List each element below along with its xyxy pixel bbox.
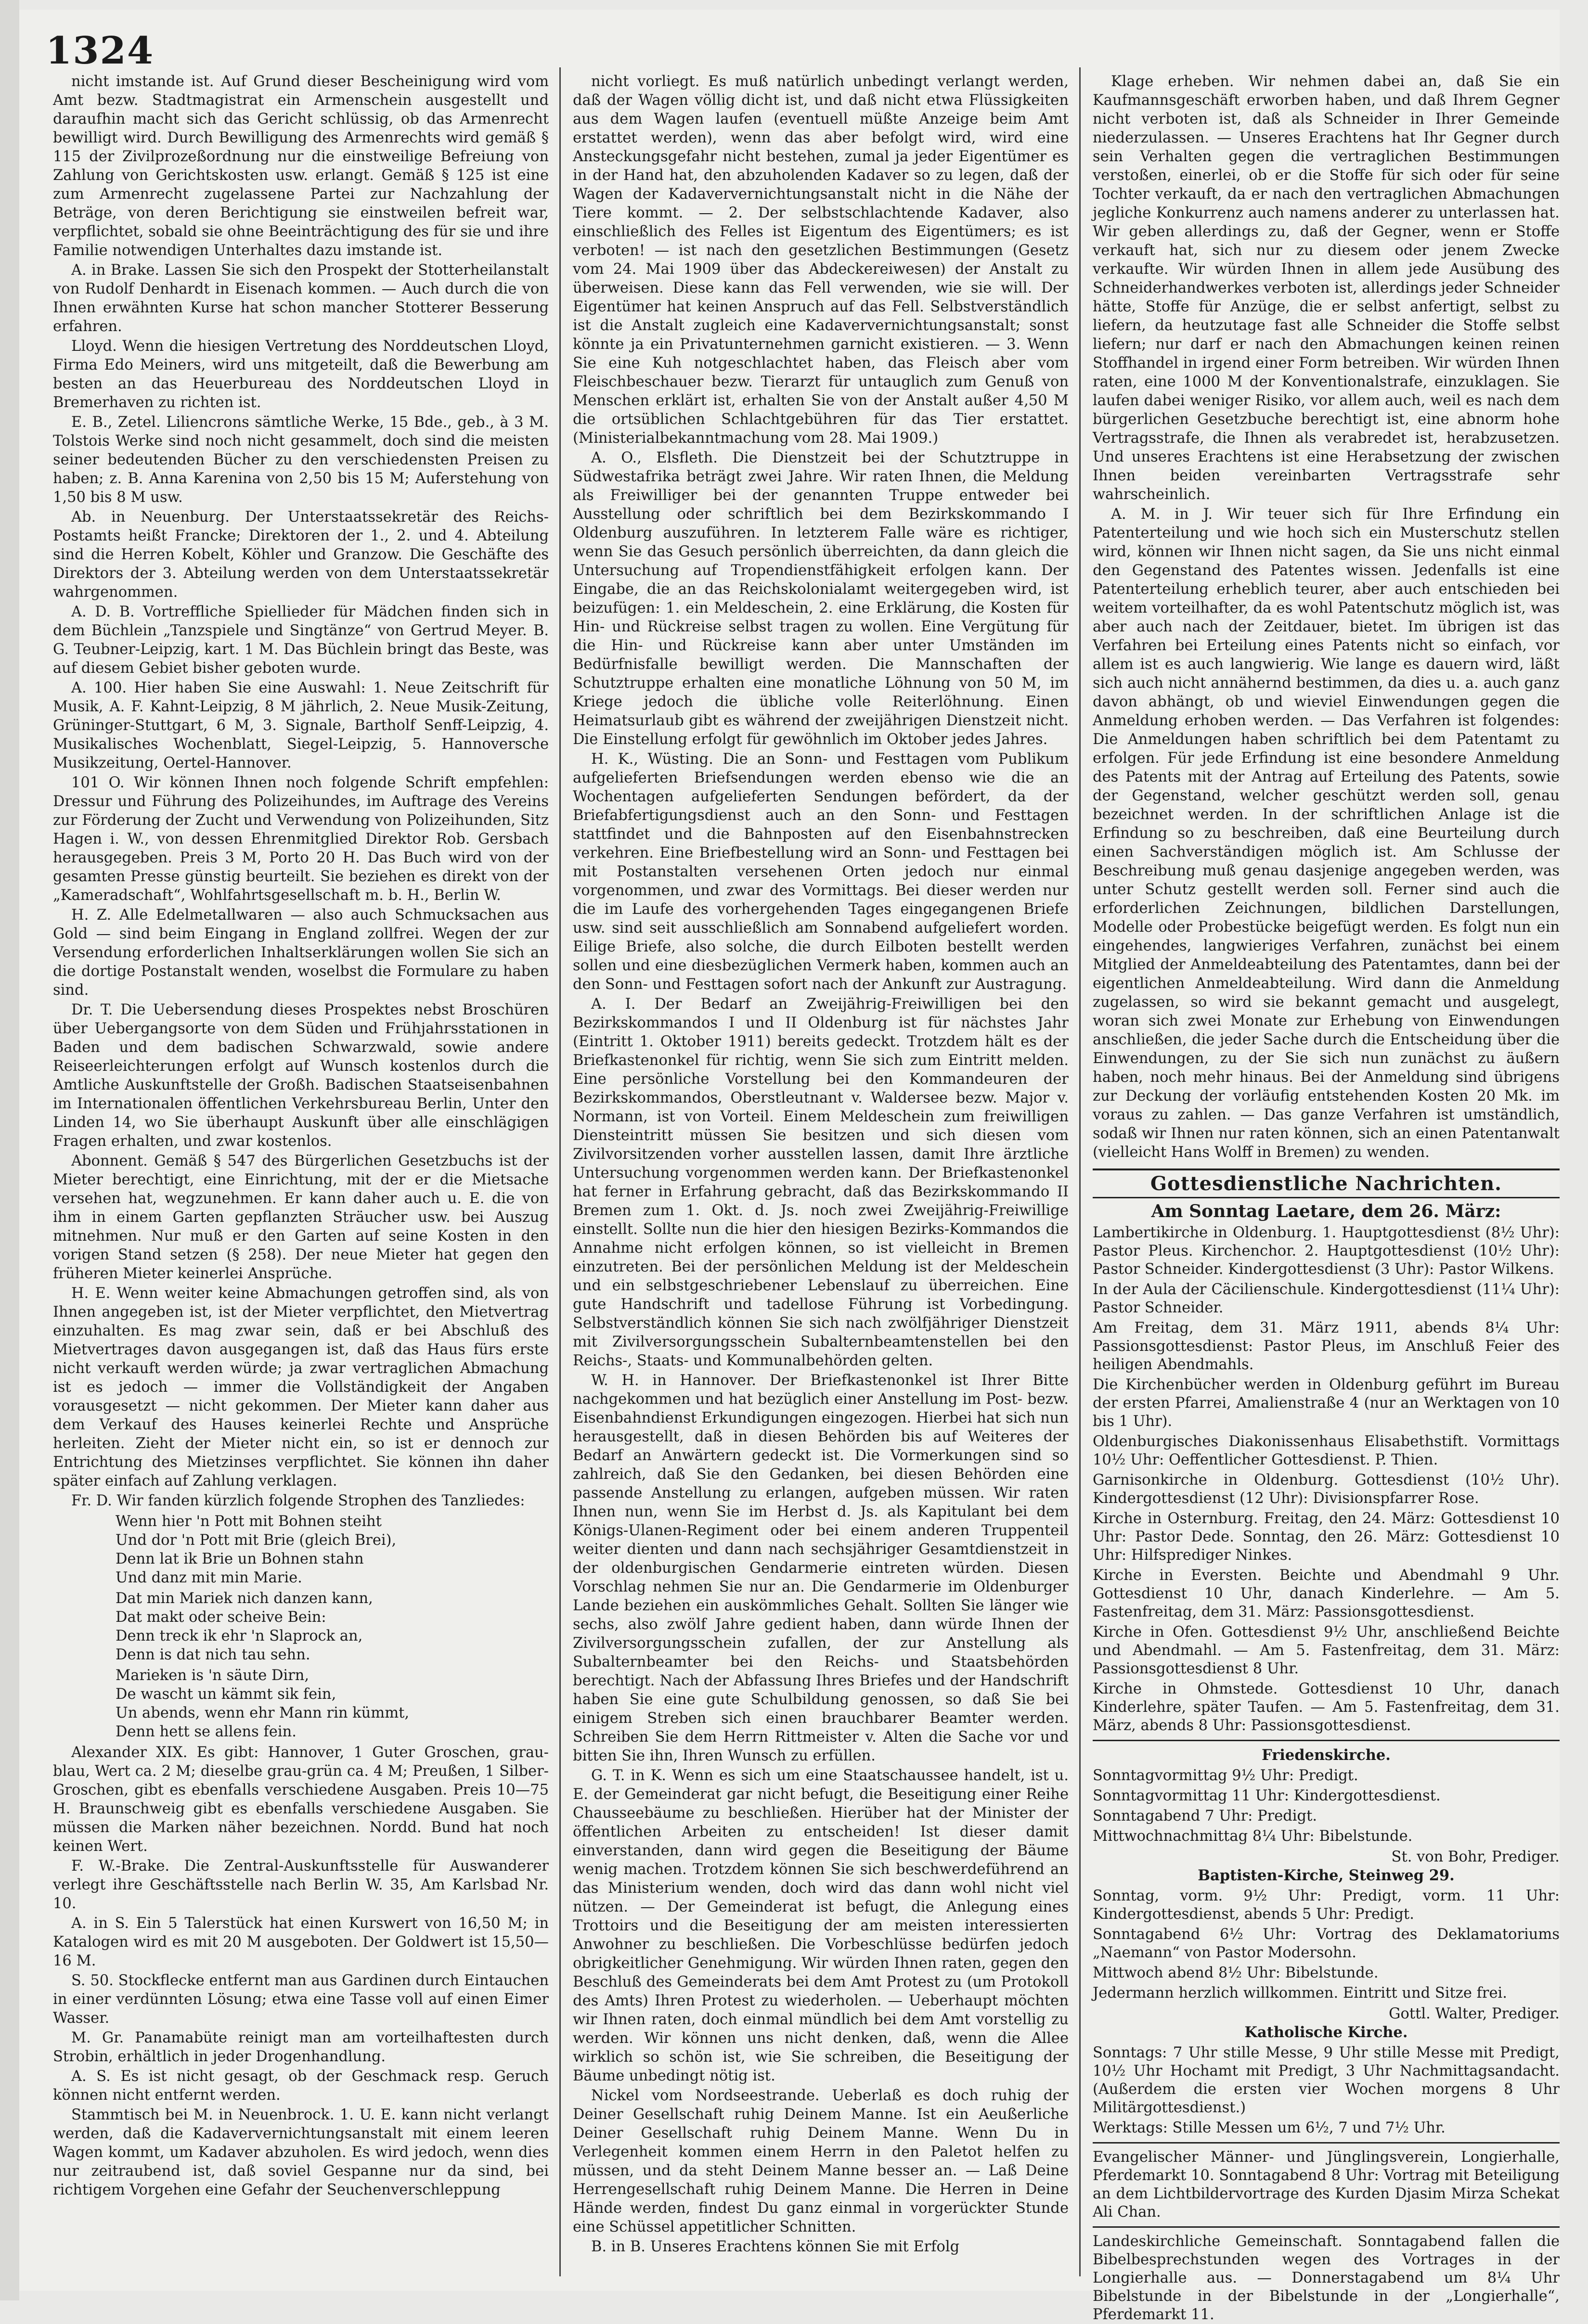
church-entry: Kirche in Eversten. Beichte und Abendmahl 9 Uhr. Gottesdienst 10 Uhr, danach Kinderlehre. — Am 5. Fastenfreitag, dem 31. März: Passionsgottesdienst. — [1093, 1567, 1560, 1620]
church-entry: Sonntagvormittag 9½ Uhr: Predigt. — [1093, 1767, 1358, 1784]
divider — [1093, 2142, 1560, 2144]
paragraph: Klage erheben. Wir nehmen dabei an, daß Sie ein Kaufmannsgeschäft erworben haben, und daß Ihrem Gegner nicht verboten ist, daß als Schneider in Ihrer Gemeinde niederzulassen. — Unseres Erachtens hat Ihr Gegner durch sein Verhalten gegen die vertraglichen Bestimmungen verstoßen, einerlei, ob er die Stoffe für sich oder für seine Tochter verkauft, da er nach den vertraglichen Abmachungen jegliche Konkurrenz auch namens anderer zu unterlassen hat. Wir geben allerdings zu, daß der Gegner, wenn er Stoffe verkauft hat, sich nur zu diesem oder jenem Zwecke verkaufte. Wir würden Ihnen in allem jede Ausübung des Schneiderhandwerkes verboten ist, allerdings jeder Schneider hätte, Stoffe für Anzüge, die er selbst anfertigt, selbst zu liefern, da heutzutage fast alle Schneider die Stoffe selbst liefern; nur darf er nach den Abmachungen keinen reinen Stoffhandel in irgend einer Form betreiben. Wir würden Ihnen raten, eine 1000 M der Konventionalstrafe, einzuklagen. Sie laufen dabei weniger Risiko, vor allem auch, weil es nach dem bürgerlichen Gesetzbuche berechtigt ist, eine abnorm hohe Vertragsstrafe, die Ihnen als verabredet ist, herabzusetzen. Und unseres Erachtens ist eine Herabsetzung der zwischen Ihnen beiden vereinbarten Vertragsstrafe sehr wahrscheinlich. — [1093, 73, 1560, 503]
poem-stanza — [116, 1589, 549, 1664]
paragraph: H. K., Wüsting. Die an Sonn- und Festtagen vom Publikum aufgelieferten Briefsendungen werden ebenso wie die an Wochentagen aufgelieferten Sendungen befördert, da der Briefabfertigungsdienst auch an den Sonn- und Festtagen stattfindet und die Bahnposten auf den Eisenbahnstrecken verkehren. Eine Briefbestellung wird an Sonn- und Festtagen bei mit Postanstalten versehenen Orten jedoch nur einmal vorgenommen, und zwar des Vormittags. Bei dieser werden nur die im Laufe des vorhergehenden Tages eingegangenen Briefe usw. sind seit ausschließlich am Sonnabend aufgeliefert worden. Eilige Briefe, also solche, die durch Eilboten bestellt werden sollen und eine diesbezüglichen Vermerk haben, kommen auch an den Sonn- und Festtagen sofort nach der Ankunft zur Austragung. — [573, 751, 1069, 993]
church-entry: Lambertikirche in Oldenburg. 1. Hauptgottesdienst (8½ Uhr): Pastor Pleus. Kirchenchor. 2. Hauptgottesdienst (10½ Uhr): Pastor Schneider. Kindergottesdienst (3 Uhr): Pastor Wilkens. — [1093, 1224, 1560, 1278]
church-notices-title: Gottesdienstliche Nachrichten. — [1093, 1168, 1560, 1198]
church-entry: Garnisonkirche in Oldenburg. Gottesdienst (10½ Uhr). Kindergottesdienst (12 Uhr): Divisionspfarrer Rose. — [1093, 1472, 1560, 1507]
church-entry: Mittwoch abend 8½ Uhr: Bibelstunde. — [1093, 1964, 1379, 1981]
paragraph: M. Gr. Panamabüte reinigt man am vorteilhaftesten durch Strobin, erhältlich in jeder Drogenhandlung. — [53, 2029, 549, 2065]
paragraph: S. 50. Stockflecke entfernt man aus Gardinen durch Eintauchen in einer verdünnten Lösung; etwa eine Tasse voll auf einen Eimer Wasser. — [53, 1972, 549, 2027]
paragraph: Dr. T. Die Uebersendung dieses Prospektes nebst Broschüren über Uebergangsorte von dem Süden und Frühjahrsstationen in Baden und dem badischen Schwarzwald, sowie andere Reiseerleichterungen erfolgt auf Wunsch kostenlos durch die Amtliche Auskunftstelle der Großh. Badischen Staatseisenbahnen im Internationalen öffentlichen Verkehrsbureau Berlin, Unter den Linden 14, wo Sie überhaupt Auskunft über alle einschlägigen Fragen erhalten, und zwar kostenlos. — [53, 1002, 549, 1150]
paragraph: Abonnent. Gemäß § 547 des Bürgerlichen Gesetzbuchs ist der Mieter berechtigt, eine Einrichtung, mit der er die Mietsache versehen hat, wegzunehmen. Er kann daher auch u. E. die von ihm in einem Garten gepflanzten Sträucher usw. bei Auszug mitnehmen. Nur muß er den Garten auf seine Kosten in den vorigen Stand setzen (§ 258). Der neue Mieter hat gegen den früheren Mieter keinerlei Ansprüche. — [53, 1153, 549, 1282]
verse-line: Wenn hier 'n Pott mit Bohnen steiht — [116, 1513, 382, 1530]
scan-edge — [0, 0, 19, 2300]
church-entry: Mittwochnachmittag 8¼ Uhr: Bibelstunde. — [1093, 1828, 1413, 1845]
poem-stanza — [116, 1512, 549, 1587]
paragraph: B. in B. Unseres Erachtens können Sie mit Erfolg — [591, 2238, 960, 2255]
friedenskirche-title: Friedenskirche. — [1262, 1746, 1391, 1764]
signature: St. von Bohr, Prediger. — [1391, 1849, 1560, 1865]
church-entry: Am Freitag, dem 31. März 1911, abends 8¼ Uhr: Passionsgottesdienst: Pastor Pleus, im Anschluß Feier des heiligen Abendmahls. — [1093, 1320, 1560, 1373]
church-entry: Kirche in Ofen. Gottesdienst 9½ Uhr, anschließend Beichte und Abendmahl. — Am 5. Fastenfreitag, dem 31. März: Passionsgottesdienst 8 Uhr. — [1093, 1624, 1560, 1677]
paragraph: Stammtisch bei M. in Neuenbrock. 1. U. E. kann nicht verlangt werden, daß die Kadaververnichtungsanstalt mit einem leeren Wagen kommt, um Kadaver abzuholen. Es wird jedoch, wenn dies nur zeitraubend ist, daß soviel Gespanne nur da sind, bei richtigem Vorgehen eine Gefahr der Seuchenverschleppung — [53, 2106, 549, 2198]
baptisten-title: Baptisten-Kirche, Steinweg 29. — [1198, 1867, 1455, 1884]
church-entry: Landeskirchliche Gemeinschaft. Sonntagabend fallen die Bibelbesprechstunden wegen des Vortrages in der Longierhalle aus. — Donnerstagabend um 8¼ Uhr Bibelstunde in der Bibelstunde in der „Longierhalle“, Pferdemarkt 11. — [1093, 2233, 1560, 2323]
paragraph: Alexander XIX. Es gibt: Hannover, 1 Guter Groschen, grau-blau, Wert ca. 2 M; dieselbe grau-grün ca. 4 M; Preußen, 1 Silber-Groschen, gibt es ebenfalls verschiedene Ausgaben. Preis 10—75 H. Braunschweig gibt es ebenfalls verschiedene Ausgaben. Sie müssen die Marken näher bezeichnen. Nordd. Bund hat noch keinen Wert. — [53, 1744, 549, 1855]
verse-line: Und dor 'n Pott mit Brie (gleich Brei), — [116, 1532, 397, 1549]
paragraph: A. in Brake. Lassen Sie sich den Prospekt der Stotterheilanstalt von Rudolf Denhardt in Eisenach kommen. — Auch durch die von Ihnen erwähnten Kurse hat schon mancher Stotterer Besserung erfahren. — [53, 262, 549, 335]
verse-line: Denn hett se allens fein. — [116, 1723, 297, 1740]
newspaper-page — [19, 10, 1560, 2323]
verse-line: Denn lat ik Brie un Bohnen stahn — [116, 1551, 364, 1567]
paragraph: W. H. in Hannover. Der Briefkastenonkel ist Ihrer Bitte nachgekommen und hat bezüglich einer Anstellung im Post- bezw. Eisenbahndienst Erkundigungen eingezogen. Hierbei hat sich nun herausgestellt, daß in diesen Behörden bis auf Weiteres der Bedarf an Anwärtern gedeckt ist. Die Vormerkungen sind so zahlreich, daß Sie den Gedanken, bei diesen Behörden eine passende Anstellung zu erlangen, aufgeben müssen. Wir raten Ihnen nun, wenn Sie im Herbst d. Js. als Kapitulant bei dem Königs-Ulanen-Regiment oder bei einem anderen Truppenteil weiter dienten und dann nach sechsjähriger Gesamtdienstzeit in der oldenburgischen Gendarmerie eintreten würden. Diesen Vorschlag nehmen Sie nur an. Die Gendarmerie im Oldenburger Lande beziehen ein auskömmliches Gehalt. Sollten Sie länger wie sechs, also zwölf Jahre gedient haben, dann würde Ihnen der Zivilversorgungsschein zufallen, der zur Anstellung als Subalternbeamter bei den Reichs- und Staatsbehörden berechtigt. Nach der Abfassung Ihres Briefes und der Handschrift haben Sie eine gute Schulbildung genossen, so daß Sie bei einigem Streben sich einen brauchbarer Beamter werden. Schreiben Sie dem Herrn Rittmeister v. Alten die Sache vor und bitten Sie ihn, Ihren Wunsch zu erfüllen. — [573, 1372, 1069, 1764]
verse-line: De wascht un kämmt sik fein, — [116, 1686, 336, 1703]
signature: Gottl. Walter, Prediger. — [1389, 2005, 1560, 2022]
verse-line: Denn is dat nich tau sehn. — [116, 1646, 310, 1663]
church-entry: Sonntagabend 6½ Uhr: Vortrag des Deklamatoriums „Naemann“ von Pastor Modersohn. — [1093, 1926, 1560, 1961]
column-rule — [1079, 67, 1081, 2276]
paragraph: Nickel vom Nordseestrande. Ueberlaß es doch ruhig der Deiner Gesellschaft ruhig Deinem Manne. Ist ein Aeußerliche Deiner Gesellschaft ruhig Deinem Manne. Wenn Du in Verlegenheit kommen einem Herrn in den Paletot helfen zu müssen, und da steht Deinem Manne besser an. — Laß Deine Herrengesellschaft ruhig Deinem Manne. Die Herren in Deine Hände werden, findest Du ganz einmal in vorgerückter Stunde eine Schüssel appetitlicher Schnitten. — [573, 2087, 1069, 2235]
church-entry: Sonntag, vorm. 9½ Uhr: Predigt, vorm. 11 Uhr: Kindergottesdienst, abends 5 Uhr: Predigt. — [1093, 1887, 1560, 1923]
paragraph: Lloyd. Wenn die hiesigen Vertretung des Norddeutschen Lloyd, Firma Edo Meiners, wird uns mitgeteilt, daß die Bewerbung am besten an das Heuerbureau des Norddeutschen Lloyd in Bremerhaven zu richten ist. — [53, 338, 549, 411]
church-entry: Sonntags: 7 Uhr stille Messe, 9 Uhr stille Messe mit Predigt, 10½ Uhr Hochamt mit Predigt, 3 Uhr Nachmittagsandacht. (Außerdem die ersten vier Wochen morgens 8 Uhr Militärgottesdienst.) — [1093, 2044, 1560, 2116]
verse-line: Dat min Mariek nich danzen kann, — [116, 1590, 373, 1607]
paragraph: Fr. D. Wir fanden kürzlich folgende Strophen des Tanzliedes: — [71, 1492, 525, 1509]
paragraph: A. O., Elsfleth. Die Dienstzeit bei der Schutztruppe in Südwestafrika beträgt zwei Jahre. Wir raten Ihnen, die Meldung als Freiwilliger bei der genannten Truppe entweder bei Ausstellung oder schriftlich bei dem Bezirkskommando I Oldenburg auszuführen. In letzterem Falle wäre es richtiger, wenn Sie das Gesuch persönlich überreichten, da dann gleich die Untersuchung auf Tropendienstfähigkeit erfolgen kann. Der Eingabe, die an das Reichskolonialamt weitergegeben wird, ist beizufügen: 1. ein Meldeschein, 2. eine Erklärung, die Kosten für Hin- und Rückreise selbst tragen zu wollen. Eine Vergütung für die Hin- und Rückreise kann aber unter Umständen im Bedürfnisfalle bewilligt werden. Die Mannschaften der Schutztruppe erhalten eine monatliche Löhnung von 50 M, im Kriege jedoch die übliche volle Reiterlöhnung. Einen Heimatsurlaub gibt es während der zweijährigen Dienstzeit nicht. Die Einstellung erfolgt für gewöhnlich im Oktober jedes Jahres. — [573, 449, 1069, 748]
paragraph: H. Z. Alle Edelmetallwaren — also auch Schmucksachen aus Gold — sind beim Eingang in England zollfrei. Wegen der zur Versendung erforderlichen Inhaltserklärungen wollen Sie sich an die dortige Postanstalt wenden, woselbst die Formulare zu haben sind. — [53, 907, 549, 999]
verse-line: Un abends, wenn ehr Mann rin kümmt, — [116, 1705, 410, 1721]
paragraph: A. I. Der Bedarf an Zweijährig-Freiwilligen bei den Bezirkskommandos I und II Oldenburg ist für nächstes Jahr (Eintritt 1. Oktober 1911) bereits gedeckt. Trotzdem hält es der Briefkastenonkel für richtig, wenn Sie sich zum Eintritt melden. Eine persönliche Vorstellung bei den Kommandeuren der Bezirkskommandos, Oberstleutnant v. Waldersee bezw. Major v. Normann, ist von Vorteil. Einem Meldeschein zum freiwilligen Diensteintritt müssen Sie besitzen und sich diesen vom Zivilvorsitzenden vorher ausstellen lassen, damit Ihre ärztliche Untersuchung vorgenommen werden kann. Der Briefkastenonkel hat ferner in Erfahrung gebracht, daß das Bezirkskommando II Bremen zum 1. Okt. d. Js. noch zwei Zweijährig-Freiwillige einstellt. Sollte nun die hier den hiesigen Bezirks-Kommandos die Annahme nicht erfolgen können, so ist vielleicht in Bremen einzutreten. Bei der persönlichen Meldung ist der Meldeschein und ein selbstgeschriebener Lebenslauf zu überreichen. Eine gute Handschrift und tadellose Führung ist Vorbedingung. Selbstverständlich können Sie sich nach zwölfjähriger Dienstzeit mit Zivilversorgungsschein Subalternbeamtenstellen bei den Reichs-, Staats- und Kommunalbehörden gelten. — [573, 996, 1069, 1369]
verse-line: Dat makt oder scheive Bein: — [116, 1609, 326, 1626]
divider — [1093, 1740, 1560, 1741]
church-entry: Kirche in Ohmstede. Gottesdienst 10 Uhr, danach Kinderlehre, später Taufen. — Am 5. Fastenfreitag, dem 31. März, abends 8 Uhr: Passionsgottesdienst. — [1093, 1681, 1560, 1734]
column-3 — [1093, 72, 1560, 2323]
paragraph: A. S. Es ist nicht gesagt, ob der Geschmack resp. Geruch können nicht entfernt werden. — [53, 2068, 549, 2104]
paragraph: A. 100. Hier haben Sie eine Auswahl: 1. Neue Zeitschrift für Musik, A. F. Kahnt-Leipzig, 8 M jährlich, 2. Neue Musik-Zeitung, Grüninger-Stuttgart, 6 M, 3. Signale, Bartholf Senff-Leipzig, 4. Musikalisches Wochenblatt, Siegel-Leipzig, 5. Hannoversche Musikzeitung, Oertel-Hannover. — [53, 680, 549, 771]
paragraph: E. B., Zetel. Liliencrons sämtliche Werke, 15 Bde., geb., à 3 M. Tolstois Werke sind noch nicht gesammelt, doch sind die meisten seiner bedeutenden Bücher zu den verschiedensten Preisen zu haben; z. B. Anna Karenina von 2,50 bis 15 M; Auferstehung von 1,50 bis 8 M usw. — [53, 414, 549, 506]
church-sunday-heading: Am Sonntag Laetare, dem 26. März: — [1151, 1201, 1501, 1221]
church-entry: Die Kirchenbücher werden in Oldenburg geführt im Bureau der ersten Pfarrei, Amalienstraße 4 (nur an Werktagen von 10 bis 1 Uhr). — [1093, 1376, 1560, 1430]
poem-stanza — [116, 1666, 549, 1741]
church-entry: Evangelischer Männer- und Jünglingsverein, Longierhalle, Pferdemarkt 10. Sonntagabend 8 Uhr: Vortrag mit Beteiligung an dem Lichtbildervortrage des Kurden Djasim Mirza Schekat Ali Chan. — [1093, 2149, 1560, 2221]
paragraph: Ab. in Neuenburg. Der Unterstaatssekretär des Reichs-Postamts heißt Francke; Direktoren der 1., 2. und 4. Abteilung sind die Herren Kobelt, Köhler und Granzow. Die Geschäfte des Direktors der 3. Abteilung werden von dem Unterstaatssekretär wahrgenommen. — [53, 509, 549, 601]
church-entry: In der Aula der Cäcilienschule. Kindergottesdienst (11¼ Uhr): Pastor Schneider. — [1093, 1281, 1560, 1316]
paragraph: A. M. in J. Wir teuer sich für Ihre Erfindung ein Patenterteilung und wie hoch sich ein Musterschutz stellen wird, können wir Ihnen nicht sagen, da Sie uns nicht einmal den Gegenstand des Patentes wissen. Jedenfalls ist eine Patenterteilung erheblich teurer, aber auch entschieden bei weitem vorteilhafter, da es wohl Patentschutz möglich ist, was aber auch nach der Zeitdauer, bietet. Im übrigen ist das Verfahren bei Erteilung eines Patents nicht so einfach, vor allem ist es auch langwierig. Wie lange es dauern wird, läßt sich auch nicht annähernd bestimmen, da dies u. a. auch ganz davon abhängt, ob und wieviel Einwendungen gegen die Anmeldung erhoben werden. — Das Verfahren ist folgendes: Die Anmeldungen haben schriftlich bei dem Patentamt zu erfolgen. Für jede Erfindung ist eine besondere Anmeldung des Patents mit der Antrag auf Erteilung des Patents, sowie der Gegenstand, welcher geschützt werden soll, genau bezeichnet werden. In der schriftlichen Anlage ist die Erfindung so zu beschreiben, daß eine Beurteilung durch einen Sachverständigen möglich ist. Am Schlusse der Beschreibung muß genau dasjenige angegeben werden, was unter Schutz gestellt werden soll. Ferner sind auch die erforderlichen Zeichnungen, bildlichen Darstellungen, Modelle oder Probestücke beigefügt werden. Es folgt nun ein eingehendes, langwieriges Verfahren, zunächst bei einem Mitglied der Anmeldeabteilung des Patentamtes, dann bei der eigentlichen Anmeldeabteilung. Wird dann die Anmeldung zugelassen, so wird sie bekannt gemacht und ausgelegt, woran sich zwei Monate zur Erhebung von Einwendungen anschließen, die jeder Sache durch die Entscheidung über die Einwendungen, zu der Sie sich nun zunächst zu äußern haben, noch mehr hinaus. Bei der Anmeldung sind übrigens zur Deckung der vorläufig entstehenden Kosten 20 Mk. im voraus zu zahlen. — Das ganze Verfahren ist umständlich, sodaß wir Ihnen nur raten können, sich an einen Patentanwalt (vielleicht Hans Wolff in Bremen) zu wenden. — [1093, 506, 1560, 1161]
paragraph: nicht vorliegt. Es muß natürlich unbedingt verlangt werden, daß der Wagen völlig dicht ist, und daß nicht etwa Flüssigkeiten aus dem Wagen laufen (eventuell müßte Anzeige beim Amt erstattet werden), wenn das aber befolgt wird, wird eine Ansteckungsgefahr nicht bestehen, zumal ja jeder Eigentümer es in der Hand hat, den abzuholenden Kadaver so zu legen, daß der Wagen der Kadaververnichtungsanstalt nicht in die Nähe der Tiere kommt. — 2. Der selbstschlachtende Kadaver, also einschließlich des Felles ist Eigentum des Eigentümers; es ist verboten! — ist nach den gesetzlichen Bestimmungen (Gesetz vom 24. Mai 1909 über das Abdeckereiwesen) der Anstalt zu überweisen. Diese kann das Fell verwenden, wie sie will. Der Eigentümer hat keinen Anspruch auf das Fell. Selbstverständlich ist die Anstalt zugleich eine Kadaververnichtungsanstalt; sonst könnte ja ein Privatunternehmen garnicht existieren. — 3. Wenn Sie eine Kuh notgeschlachtet haben, das Fleisch aber vom Fleischbeschauer bezw. Tierarzt für untauglich zum Genuß von Menschen erklärt ist, erhalten Sie von der Anstalt außer 4,50 M die ortsüblichen Schlachtgebühren für das Tier erstattet. (Ministerialbekanntmachung vom 28. Mai 1909.) — [573, 73, 1069, 447]
church-entry: Oldenburgisches Diakonissenhaus Elisabethstift. Vormittags 10½ Uhr: Oeffentlicher Gottesdienst. P. Thien. — [1093, 1433, 1560, 1468]
paragraph: H. E. Wenn weiter keine Abmachungen getroffen sind, als von Ihnen angegeben ist, ist der Mieter verpflichtet, den Mietvertrag einzuhalten. Es mag zwar sein, daß er bei Abschluß des Mietvertrages davon ausgegangen ist, daß das Haus fürs erste nicht verkauft werden würde; ja zwar vertraglichen Abmachung ist es jedoch — immer die Vollständigkeit der Angaben vorausgesetzt — nicht gekommen. Der Mieter kann daher aus dem Verkauf des Hauses keinerlei Rechte und Ansprüche herleiten. Zieht der Mieter nicht ein, so ist er dennoch zur Entrichtung des Mietzinses verpflichtet. Sie können ihn daher später einfach auf Zahlung verklagen. — [53, 1285, 549, 1489]
katholisch-title: Katholische Kirche. — [1244, 2024, 1408, 2041]
church-entry: Jedermann herzlich willkommen. Eintritt und Sitze frei. — [1093, 1985, 1507, 2002]
church-entry: Kirche in Osternburg. Freitag, den 24. März: Gottesdienst 10 Uhr: Pastor Dede. Sonntag, den 26. März: Gottesdienst 10 Uhr: Hilfsprediger Ninkes. — [1093, 1510, 1560, 1564]
paragraph: A. in S. Ein 5 Talerstück hat einen Kurswert von 16,50 M; in Katalogen wird es mit 20 M ausgeboten. Der Goldwert ist 15,50—16 M. — [53, 1915, 549, 1969]
page-number: 1324 — [46, 29, 155, 73]
verse-line: Und danz mit min Marie. — [116, 1569, 302, 1586]
verse-line: Marieken is 'n säute Dirn, — [116, 1667, 310, 1684]
church-entry: Werktags: Stille Messen um 6½, 7 und 7½ Uhr. — [1093, 2119, 1446, 2136]
column-1 — [53, 72, 549, 2286]
paragraph: 101 O. Wir können Ihnen noch folgende Schrift empfehlen: Dressur und Führung des Polizeihundes, im Auftrage des Vereins zur Förderung der Zucht und Verwendung von Polizeihunden, Sitz Hagen i. W., von dessen Ehrenmitglied Direktor Rob. Gersbach herausgegeben. Preis 3 M, Porto 20 H. Das Buch wird von der gesamten Presse günstig beurteilt. Sie beziehen es direkt von der „Kameradschaft“, Wohlfahrtsgesellschaft m. b. H., Berlin W. — [53, 774, 549, 904]
divider — [1093, 2226, 1560, 2228]
paragraph: nicht imstande ist. Auf Grund dieser Bescheinigung wird vom Amt bezw. Stadtmagistrat ein Armenschein ausgestellt und daraufhin macht sich das Gericht schlüssig, ob das Armenrecht bewilligt wird. Durch Bewilligung des Armenrechts wird gemäß § 115 der Zivilprozeßordnung nur die einstweilige Befreiung von Zahlung von Gerichtskosten usw. erlangt. Gemäß § 125 ist eine zum Armenrecht zugelassene Partei zur Nachzahlung der Beträge, von deren Berichtigung sie einstweilen befreit war, verpflichtet, sobald sie ohne Beeinträchtigung des für sie und ihre Familie notwendigen Unterhaltes dazu imstande ist. — [53, 73, 549, 259]
paragraph: F. W.-Brake. Die Zentral-Auskunftsstelle für Auswanderer verlegt ihre Geschäftsstelle nach Berlin W. 35, Am Karlsbad Nr. 10. — [53, 1858, 549, 1912]
paragraph: G. T. in K. Wenn es sich um eine Staatschaussee handelt, ist u. E. der Gemeinderat gar nicht befugt, die Beseitigung einer Reihe Chausseebäume zu beschließen. Hierüber hat der Minister der öffentlichen Arbeiten zu entscheiden! Ist dieser damit einverstanden, dann wird gegen die Beseitigung der Bäume wenig machen. Trotzdem können Sie sich beschwerdeführend an das Ministerium wenden, doch wird das dann wohl nicht viel nützen. — Der Gemeinderat ist befugt, die Anlegung eines Trottoirs und die Beseitigung der am meisten interessierten Anwohner zu beschließen. Die Vorbeschlüsse bedürfen jedoch obrigkeitlicher Genehmigung. Wir würden Ihnen raten, gegen den Beschluß des Gemeinderats bei dem Amt Protest zu (um Protokoll des Amts) Ihren Protest zu wiederholen. — Ueberhaupt möchten wir Ihnen raten, doch einmal mündlich bei dem Amt vorstellig zu werden. Wir können uns nicht denken, daß, wenn die Allee wirklich so schön ist, wie Sie schreiben, die Beseitigung der Bäume unbedingt nötig ist. — [573, 1767, 1069, 2084]
verse-line: Denn treck ik ehr 'n Slaprock an, — [116, 1628, 363, 1644]
church-entry: Sonntagvormittag 11 Uhr: Kindergottesdienst. — [1093, 1787, 1441, 1804]
column-rule — [559, 67, 561, 2276]
column-2 — [573, 72, 1069, 2286]
paragraph: A. D. B. Vortreffliche Spiellieder für Mädchen finden sich in dem Büchlein „Tanzspiele und Singtänze“ von Gertrud Meyer. B. G. Teubner-Leipzig, kart. 1 M. Das Büchlein bringt das Beste, was auf diesem Gebiet bisher geboten wurde. — [53, 603, 549, 677]
church-entry: Sonntagabend 7 Uhr: Predigt. — [1093, 1808, 1317, 1824]
